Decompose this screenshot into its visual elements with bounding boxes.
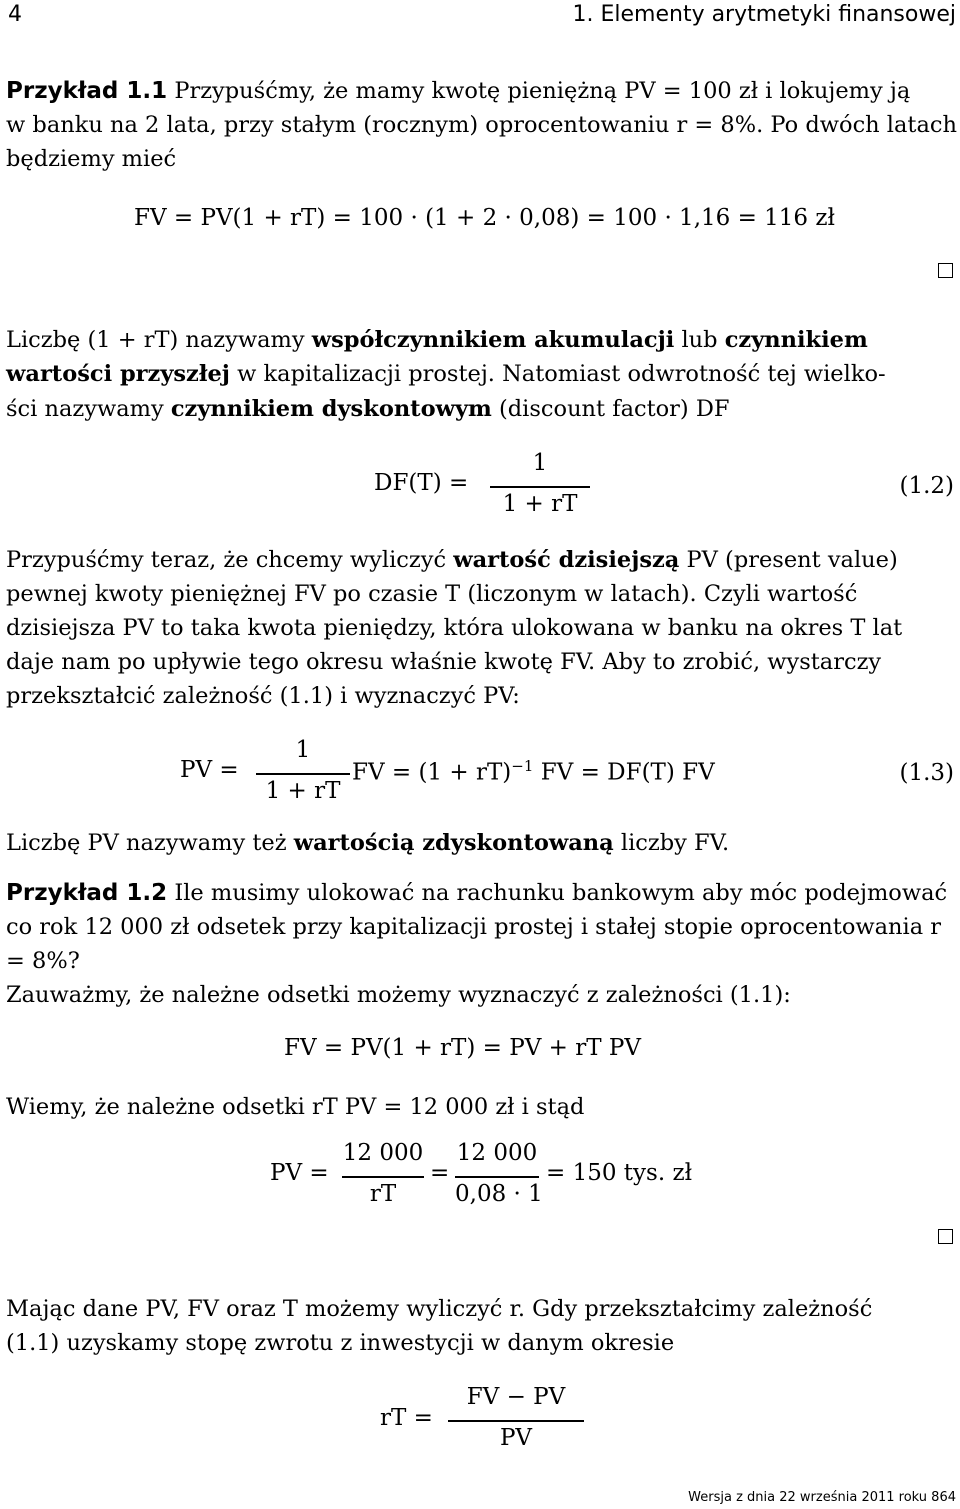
example-1-1-line2: w banku na 2 lata, przy stałym (rocznym) oprocentowaniu r = 8%. Po dwóch latach — [6, 112, 957, 138]
example-1-1-line3: będziemy mieć — [6, 146, 177, 172]
eq-rate-fraction-bar — [448, 1420, 584, 1422]
example-1-2-line5: Wiemy, że należne odsetki rT PV = 12 000 zł i stąd — [6, 1094, 585, 1120]
pv-line1 — [6, 543, 898, 577]
term-present-value: wartość dzisiejszą — [453, 547, 680, 573]
eq-1-3-exponent: −1 — [511, 757, 534, 775]
accumulation-line1 — [6, 323, 868, 357]
accumulation-text: (discount factor) DF — [491, 396, 730, 422]
term-future-value: wartości przyszłej — [6, 361, 230, 387]
qed-square — [938, 263, 953, 278]
eq-pv-equals: = — [430, 1160, 450, 1186]
eq-1-3-fraction-bar — [256, 773, 350, 775]
eq-rate-lhs: rT = — [380, 1405, 433, 1431]
example-1-2-title: Przykład 1.2 — [6, 880, 168, 906]
eq-1-2-denominator: 1 + rT — [502, 491, 578, 517]
discounted-text: liczby FV. — [613, 830, 730, 856]
term-accumulation-factor: współczynnikiem akumulacji — [311, 327, 675, 353]
example-1-2-line1 — [6, 876, 947, 910]
qed-square — [938, 1229, 953, 1244]
pv-line4: daje nam po upływie tego okresu właśnie kwotę FV. Aby to zrobić, wystarczy — [6, 649, 882, 675]
eq-rate-numerator: FV − PV — [466, 1384, 566, 1410]
page-number: 4 — [8, 2, 22, 27]
accumulation-line3 — [6, 392, 730, 426]
eq-1-3-denominator: 1 + rT — [265, 778, 341, 804]
eq-1-3-rhs-a: FV = (1 + rT) — [352, 759, 512, 786]
accumulation-text: lub — [674, 327, 725, 353]
rate-line1: Mając dane PV, FV oraz T możemy wyliczyć r. Gdy przekształcimy zależność — [6, 1296, 873, 1322]
rate-line2: (1.1) uzyskamy stopę zwrotu z inwestycji w danym okresie — [6, 1330, 675, 1356]
pv-line2: pewnej kwoty pieniężnej FV po czasie T (liczonym w latach). Czyli wartość — [6, 581, 858, 607]
eq-pv-denominator-2: 0,08 · 1 — [455, 1181, 543, 1207]
discounted-line — [6, 826, 729, 860]
discounted-text: Liczbę PV nazywamy też — [6, 830, 294, 856]
accumulation-text: w kapitalizacji prostej. Natomiast odwrotność tej wielko- — [229, 361, 886, 387]
eq-pv-lhs: PV = — [270, 1160, 329, 1186]
footer-version: Wersja z dnia 22 września 2011 roku 864 — [688, 1490, 956, 1505]
pv-text: Przypuśćmy teraz, że chcemy wyliczyć — [6, 547, 454, 573]
eq-1-2-number: (1.2) — [899, 473, 954, 499]
eq-pv-denominator-1: rT — [369, 1181, 397, 1207]
example-1-1-line1 — [6, 74, 910, 108]
eq-1-3-rhs-b: FV = DF(T) FV — [540, 759, 715, 786]
eq-rate-denominator: PV — [499, 1425, 533, 1451]
pv-text: PV (present value) — [679, 547, 898, 573]
example-1-2-line2: co rok 12 000 zł odsetek przy kapitalizacji prostej i stałej stopie oprocentowania r — [6, 914, 942, 940]
example-1-1-equation: FV = PV(1 + rT) = 100 · (1 + 2 · 0,08) = 100 · 1,16 = 116 zł — [134, 205, 835, 231]
eq-pv-result: = 150 tys. zł — [546, 1160, 693, 1186]
example-1-2-line3: = 8%? — [6, 948, 80, 974]
eq-1-3-numerator: 1 — [295, 737, 311, 763]
accumulation-line2 — [6, 357, 886, 391]
pv-line5: przekształcić zależność (1.1) i wyznaczyć PV: — [6, 683, 520, 709]
eq-1-2-numerator: 1 — [532, 450, 548, 476]
term-future-value-factor: czynnikiem — [724, 327, 868, 353]
accumulation-text: Liczbę (1 + rT) nazywamy — [6, 327, 312, 353]
example-1-2-line4: Zauważmy, że należne odsetki możemy wyznaczyć z zależności (1.1): — [6, 982, 791, 1008]
term-discount-factor: czynnikiem dyskontowym — [170, 396, 492, 422]
example-1-2-text1: Ile musimy ulokować na rachunku bankowym aby móc podejmować — [174, 880, 948, 906]
eq-pv-numerator-2: 12 000 — [456, 1140, 538, 1166]
eq-1-2-fraction-bar — [490, 486, 590, 488]
accumulation-text: ści nazywamy — [6, 396, 171, 422]
eq-pv-fraction-bar-2 — [455, 1176, 539, 1178]
example-1-2-equation1: FV = PV(1 + rT) = PV + rT PV — [284, 1035, 641, 1061]
running-header: 1. Elementy arytmetyki finansowej — [572, 2, 956, 27]
example-1-1-text1: Przypuśćmy, że mamy kwotę pieniężną PV = 100 zł i lokujemy ją — [174, 78, 911, 104]
pv-line3: dzisiejsza PV to taka kwota pieniędzy, która ulokowana w banku na okres T lat — [6, 615, 903, 641]
eq-1-3-lhs: PV = — [180, 757, 239, 783]
term-discounted-value: wartością zdyskontowaną — [293, 830, 614, 856]
example-1-1-title: Przykład 1.1 — [6, 78, 168, 104]
eq-1-3-number: (1.3) — [899, 760, 954, 786]
eq-1-3-rhs — [352, 757, 715, 786]
eq-pv-fraction-bar-1 — [342, 1176, 424, 1178]
eq-pv-numerator-1: 12 000 — [342, 1140, 424, 1166]
eq-1-2-lhs: DF(T) = — [374, 470, 469, 496]
